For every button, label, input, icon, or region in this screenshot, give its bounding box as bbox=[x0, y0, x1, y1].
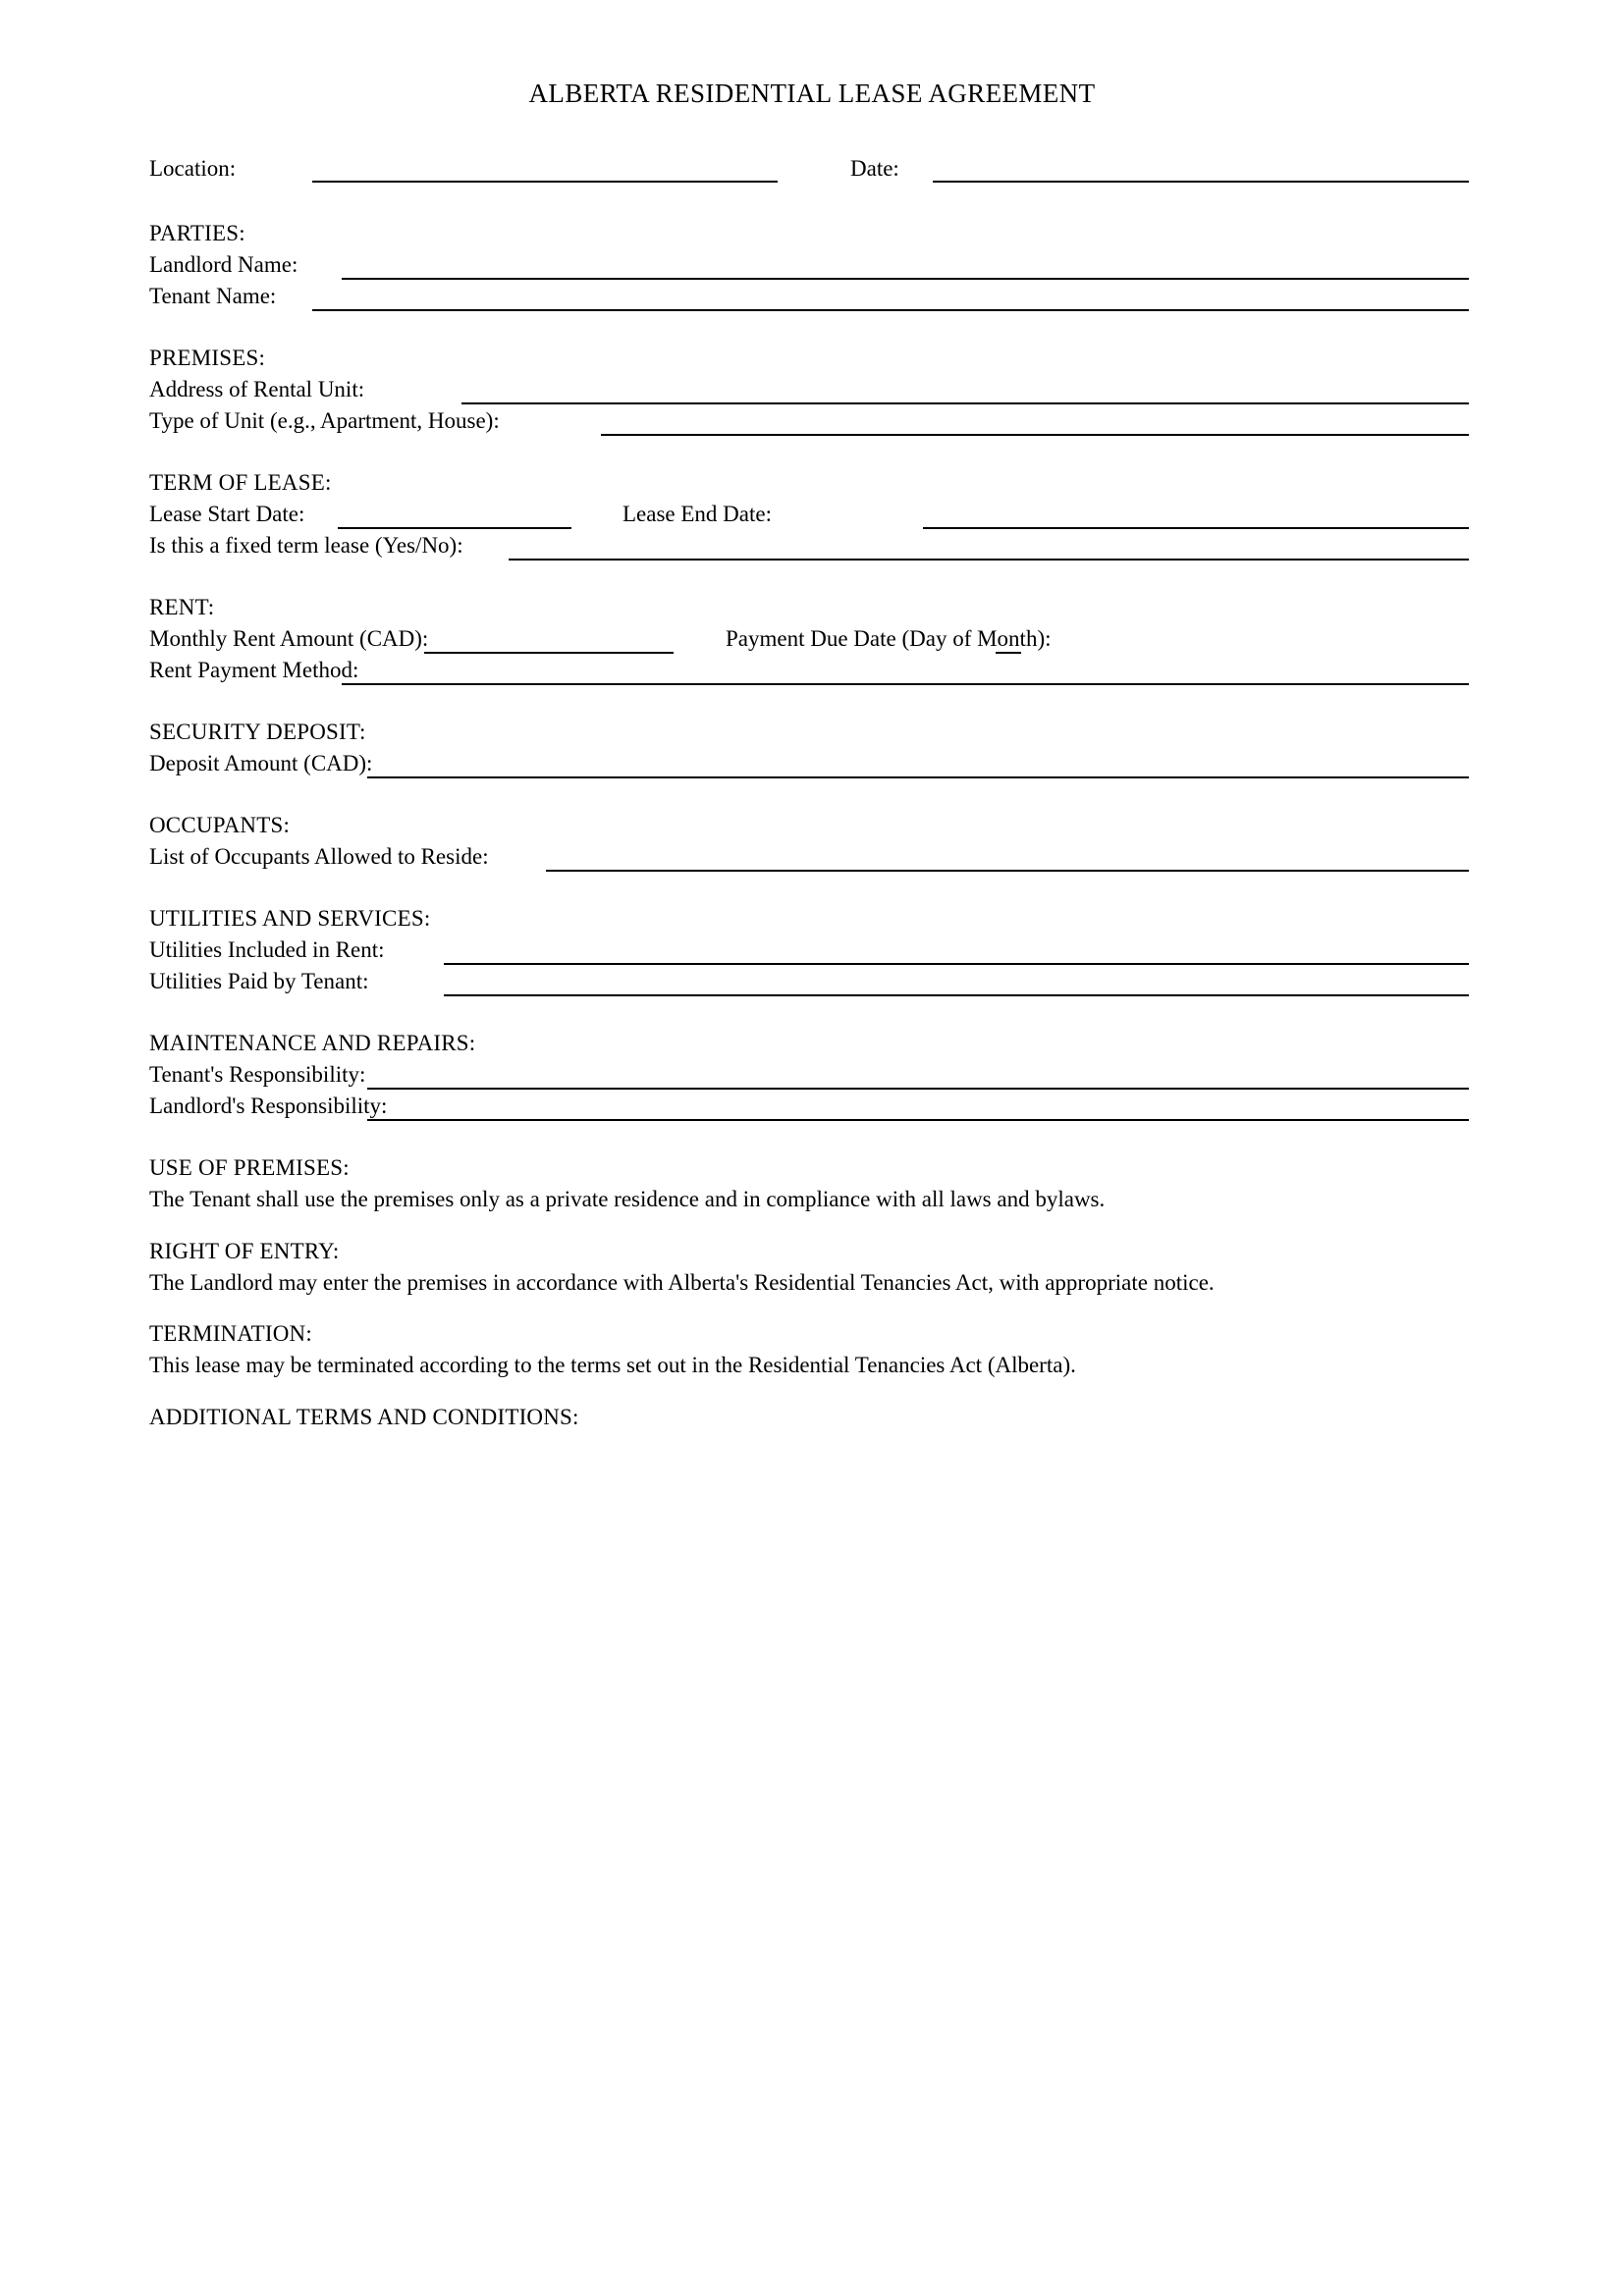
date-rule[interactable] bbox=[933, 181, 1469, 183]
deposit-amount-label: Deposit Amount (CAD): bbox=[149, 751, 373, 775]
lease-end-date-rule[interactable] bbox=[923, 527, 1469, 529]
use-of-premises-body: The Tenant shall use the premises only as a private residence and in compliance with all laws and bylaws. bbox=[149, 1187, 1106, 1211]
address-of-rental-unit-label: Address of Rental Unit: bbox=[149, 377, 365, 401]
section-heading-use-of-premises: USE OF PREMISES: bbox=[149, 1155, 350, 1180]
section-heading-right-of-entry: RIGHT OF ENTRY: bbox=[149, 1239, 340, 1263]
rent-payment-method-label: Rent Payment Method: bbox=[149, 658, 359, 682]
type-of-unit-rule[interactable] bbox=[601, 434, 1469, 436]
section-heading-rent: RENT: bbox=[149, 595, 215, 619]
lease-end-date-label: Lease End Date: bbox=[623, 502, 772, 526]
utilities-included-label: Utilities Included in Rent: bbox=[149, 937, 385, 962]
tenant-responsibility-label: Tenant's Responsibility: bbox=[149, 1062, 366, 1087]
date-label: Date: bbox=[850, 156, 899, 181]
rent-payment-method-rule[interactable] bbox=[342, 683, 1469, 685]
section-heading-occupants: OCCUPANTS: bbox=[149, 813, 291, 837]
tenant-name-rule[interactable] bbox=[312, 309, 1469, 311]
section-heading-additional-terms: ADDITIONAL TERMS AND CONDITIONS: bbox=[149, 1405, 579, 1429]
payment-due-date-rule[interactable] bbox=[996, 652, 1021, 654]
section-heading-premises: PREMISES: bbox=[149, 346, 266, 370]
tenant-responsibility-rule[interactable] bbox=[367, 1088, 1469, 1090]
payment-due-date-label: Payment Due Date (Day of Month): bbox=[726, 626, 1052, 651]
tenant-name-label: Tenant Name: bbox=[149, 284, 277, 308]
location-label: Location: bbox=[149, 156, 237, 181]
section-heading-parties: PARTIES: bbox=[149, 221, 245, 245]
deposit-amount-rule[interactable] bbox=[367, 776, 1469, 778]
lease-start-date-label: Lease Start Date: bbox=[149, 502, 305, 526]
fixed-term-lease-label: Is this a fixed term lease (Yes/No): bbox=[149, 533, 463, 558]
landlord-responsibility-label: Landlord's Responsibility: bbox=[149, 1094, 388, 1118]
section-heading-termination: TERMINATION: bbox=[149, 1321, 312, 1346]
utilities-paid-by-tenant-rule[interactable] bbox=[444, 994, 1469, 996]
page-title: ALBERTA RESIDENTIAL LEASE AGREEMENT bbox=[528, 79, 1096, 108]
landlord-name-rule[interactable] bbox=[342, 278, 1469, 280]
lease-start-date-rule[interactable] bbox=[338, 527, 571, 529]
list-of-occupants-rule[interactable] bbox=[546, 870, 1469, 872]
landlord-responsibility-rule[interactable] bbox=[367, 1119, 1469, 1121]
utilities-included-rule[interactable] bbox=[444, 963, 1469, 965]
address-of-rental-unit-rule[interactable] bbox=[461, 402, 1469, 404]
list-of-occupants-label: List of Occupants Allowed to Reside: bbox=[149, 844, 489, 869]
right-of-entry-body: The Landlord may enter the premises in accordance with Alberta's Residential Tenancies Act, with appropriate notice. bbox=[149, 1270, 1215, 1295]
section-heading-security-deposit: SECURITY DEPOSIT: bbox=[149, 720, 366, 744]
location-rule[interactable] bbox=[312, 181, 778, 183]
monthly-rent-amount-rule[interactable] bbox=[424, 652, 674, 654]
type-of-unit-label: Type of Unit (e.g., Apartment, House): bbox=[149, 408, 500, 433]
section-heading-utilities-and-services: UTILITIES AND SERVICES: bbox=[149, 906, 431, 931]
landlord-name-label: Landlord Name: bbox=[149, 252, 298, 277]
termination-body: This lease may be terminated according to the terms set out in the Residential Tenancies Act (Alberta). bbox=[149, 1353, 1076, 1377]
section-heading-maintenance-and-repairs: MAINTENANCE AND REPAIRS: bbox=[149, 1031, 476, 1055]
monthly-rent-amount-label: Monthly Rent Amount (CAD): bbox=[149, 626, 429, 651]
section-heading-term-of-lease: TERM OF LEASE: bbox=[149, 470, 332, 495]
utilities-paid-by-tenant-label: Utilities Paid by Tenant: bbox=[149, 969, 369, 993]
fixed-term-lease-rule[interactable] bbox=[509, 559, 1469, 561]
